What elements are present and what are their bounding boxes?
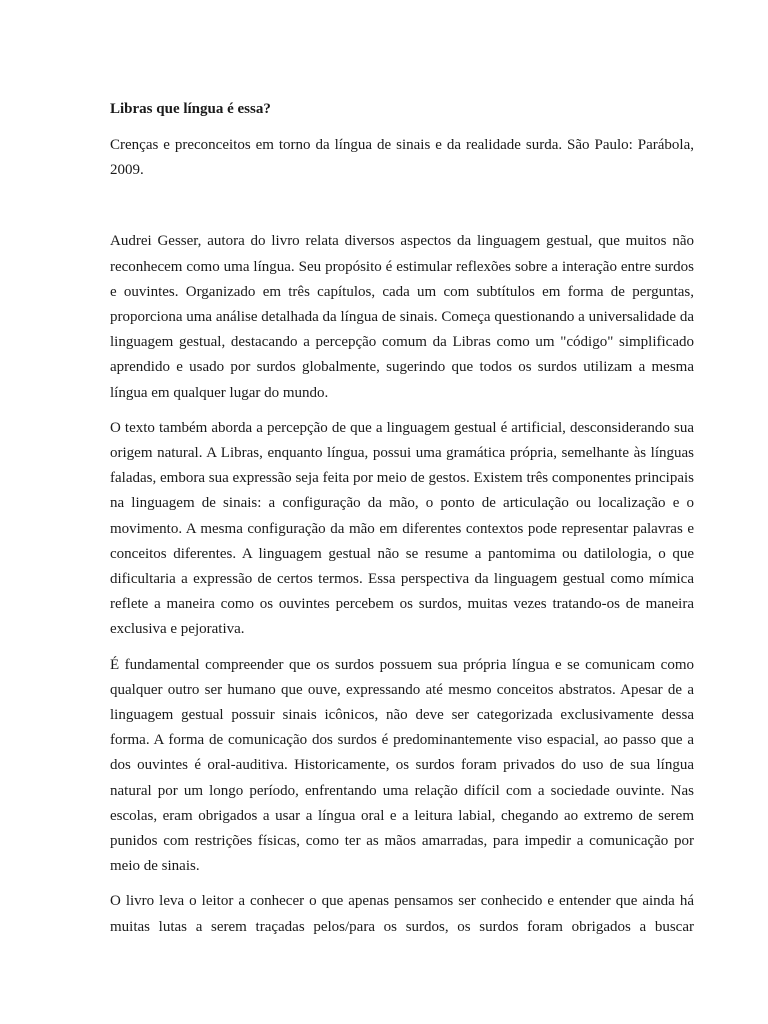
paragraph-1: Audrei Gesser, autora do livro relata diversos aspectos da linguagem gestual, que muitos não reconhecem como uma língua. Seu propósito é estimular reflexões sobre a interação entre surdos e ouvintes. Organizado em três capítulos, cada um com subtítulos em forma de perguntas, proporciona uma análise detalhada da língua de sinais. Começa questionando a universalidade da linguagem gestual, destacando a percepção comum da Libras como um "código" simplificado aprendido e usado por surdos globalmente, sugerindo que todos os surdos utilizam a mesma língua em qualquer lugar do mundo.	[110, 233, 694, 401]
paragraph-4: O livro leva o leitor a conhecer o que apenas pensamos ser conhecido e entender que ainda há muitas lutas a serem traçadas pelos/para os surdos, os surdos foram obrigados a buscar	[110, 893, 694, 935]
paragraph-3: É fundamental compreender que os surdos possuem sua própria língua e se comunicam como qualquer outro ser humano que ouve, expressando até mesmo conceitos abstratos. Apesar de a linguagem gestual possuir sinais icônicos, não deve ser categorizada exclusivamente dessa forma. A forma de comunicação dos surdos é predominantemente viso espacial, ao passo que a dos ouvintes é oral-auditiva. Historicamente, os surdos foram privados do uso de sua língua natural por um longo período, enfrentando uma relação difícil com a sociedade ouvinte. Nas escolas, eram obrigados a usar a língua oral e a leitura labial, chegando ao extremo de serem punidos com restrições físicas, como ter as mãos amarradas, para impedir a comunicação por meio de sinais.	[110, 656, 694, 875]
document-title: Libras que língua é essa?	[110, 101, 271, 117]
paragraph-2: O texto também aborda a percepção de que a linguagem gestual é artificial, desconsiderando sua origem natural. A Libras, enquanto língua, possui uma gramática própria, semelhante às línguas faladas, embora sua expressão seja feita por meio de gestos. Existem três componentes principais na linguagem de sinais: a configuração da mão, o ponto de articulação ou localização e o movimento. A mesma configuração da mão em diferentes contextos pode representar palavras e conceitos diferentes. A linguagem gestual não se resume a pantomima ou datilologia, o que dificultaria a expressão de certos termos. Essa perspectiva da linguagem gestual como mímica reflete a maneira como os ouvintes percebem os surdos, muitas vezes tratando-os de maneira exclusiva e pejorativa.	[110, 419, 694, 638]
document-body	[110, 97, 694, 940]
document-subtitle: Crenças e preconceitos em torno da língua de sinais e da realidade surda. São Paulo: Parábola, 2009.	[110, 137, 694, 179]
